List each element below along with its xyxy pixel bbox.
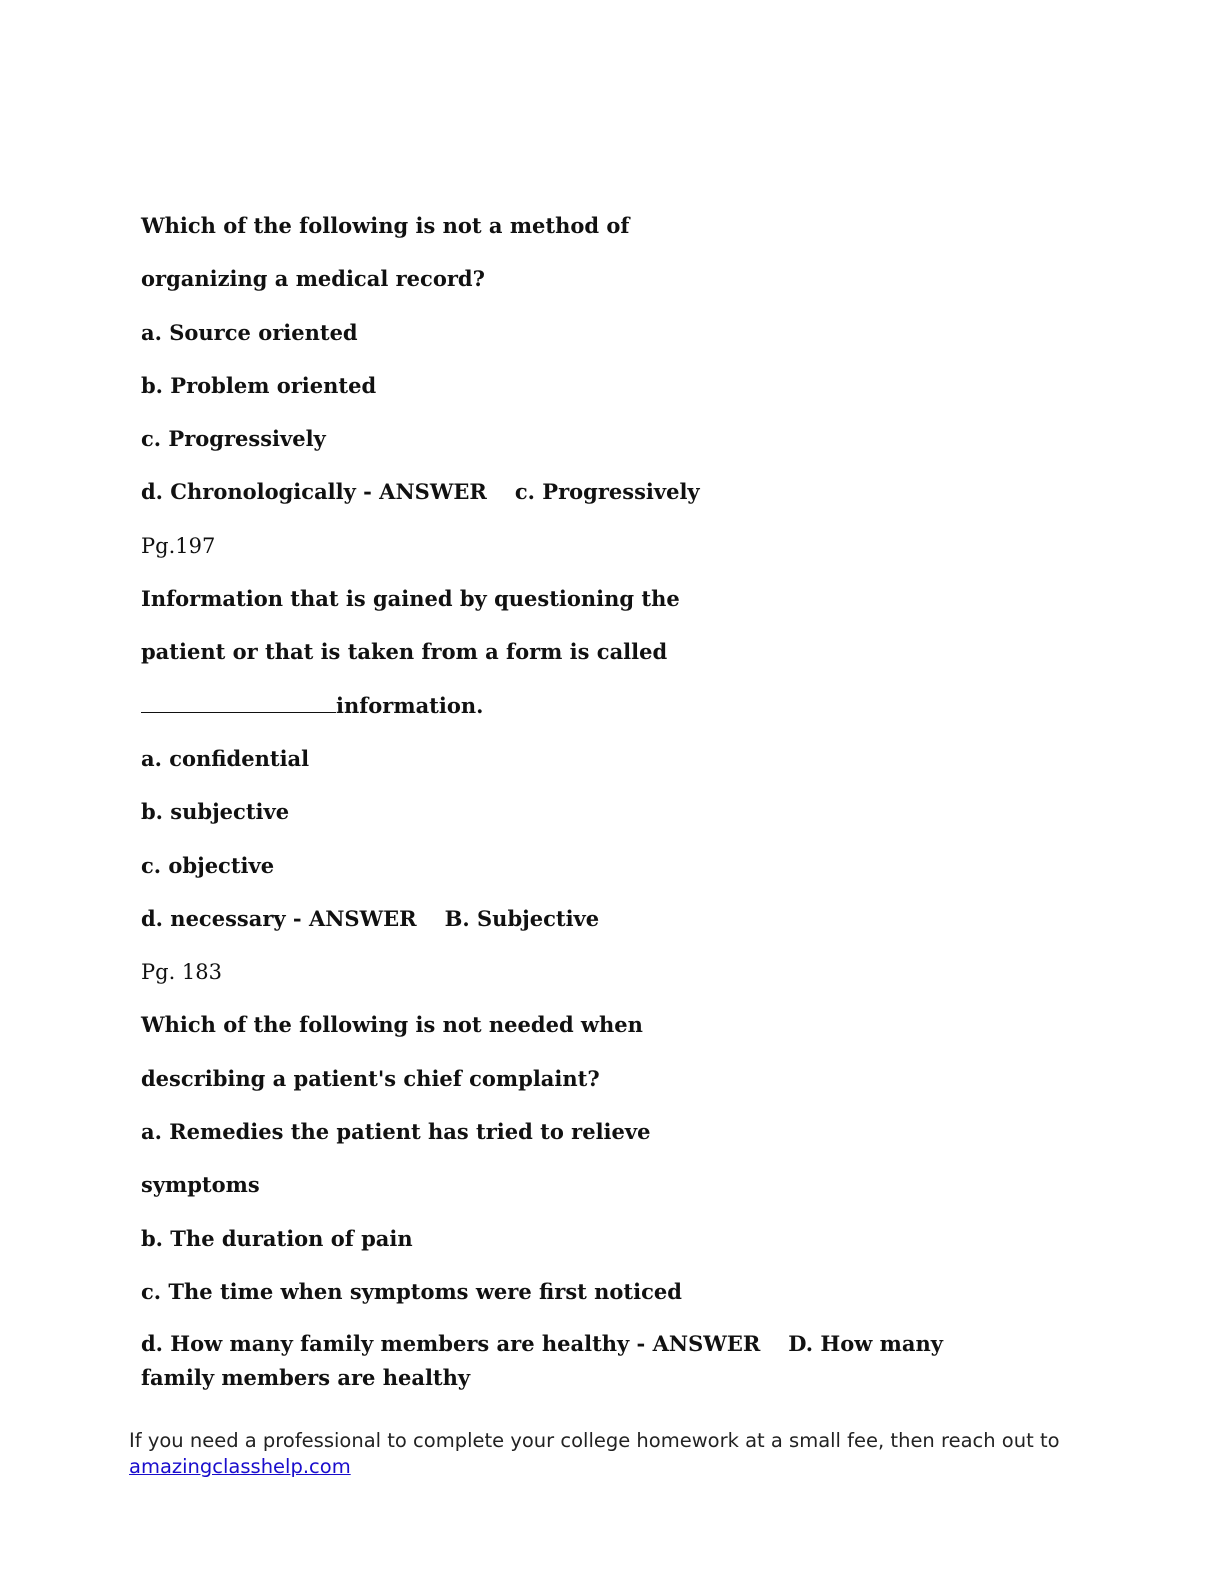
question-2-option-d-answer-line [141, 901, 1041, 954]
question-3-answer: D. How many family members are healthy [141, 1331, 943, 1391]
question-2-blank-suffix: information. [336, 692, 484, 718]
question-1-option-a: a. Source oriented [141, 319, 358, 345]
question-2-stem-line-2: patient or that is taken from a form is called [141, 639, 668, 665]
question-3-option-d-answer-line [141, 1327, 1021, 1395]
question-2-blank-line [141, 688, 1041, 741]
question-3-option-d: d. How many family members are healthy - ANSWER [141, 1331, 761, 1357]
question-list [141, 208, 1041, 1395]
question-1-option-c: c. Progressively [141, 426, 326, 452]
question-3-option-c: c. The time when symptoms were first noticed [141, 1278, 682, 1304]
question-1-answer: c. Progressively [514, 479, 700, 505]
question-3-stem-line-2: describing a patient's chief complaint? [141, 1065, 600, 1091]
footer-text: If you need a professional to complete your college homework at a small fee, then reach out to [129, 1429, 1060, 1452]
question-1-page-ref: Pg.197 [141, 533, 216, 558]
question-3-option-a: a. Remedies the patient has tried to relieve [141, 1119, 651, 1145]
question-2-answer: B. Subjective [444, 905, 600, 931]
question-2-option-a: a. confidential [141, 745, 310, 771]
question-1-option-d: d. Chronologically - ANSWER [141, 479, 487, 505]
question-2-page-ref: Pg. 183 [141, 960, 223, 985]
question-1-stem-line-1: Which of the following is not a method of [141, 213, 630, 238]
question-2-option-c: c. objective [141, 852, 275, 878]
question-2-option-b: b. subjective [141, 799, 290, 825]
question-1-stem-line-2: organizing a medical record? [141, 266, 485, 292]
footer-note [129, 1428, 1129, 1480]
fill-in-blank [141, 690, 336, 713]
footer-link[interactable]: amazingclasshelp.com [129, 1455, 351, 1478]
question-2-stem-line-1: Information that is gained by questioning the [141, 586, 680, 612]
question-2-option-d: d. necessary - ANSWER [141, 905, 417, 931]
question-3-option-b: b. The duration of pain [141, 1225, 413, 1251]
question-3-stem-line-1: Which of the following is not needed when [141, 1012, 643, 1038]
question-1-option-b: b. Problem oriented [141, 372, 377, 398]
question-3-option-a-continued: symptoms [141, 1172, 260, 1198]
question-1-option-d-answer-line [141, 474, 1041, 527]
